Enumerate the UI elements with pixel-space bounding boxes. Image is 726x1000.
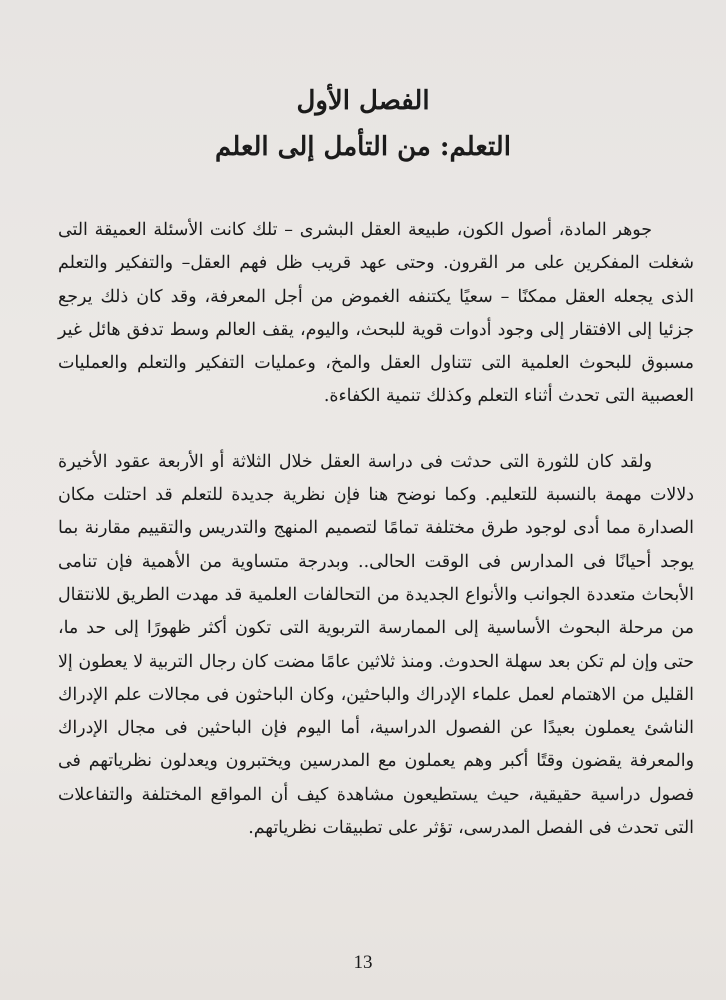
page-number: 13 <box>353 952 373 973</box>
chapter-title: الفصل الأول <box>296 86 430 116</box>
body-text <box>58 214 694 845</box>
paragraph-2: ولقد كان للثورة التى حدثت فى دراسة العقل خلال الثلاثة أو الأربعة عقود الأخيرة دلالات مهمة بالنسبة للتعليم. وكما نوضح هنا فإن نظرية جديدة للتعلم قد احتلت مكان الصدارة مما أدى لوجود طرق مختلفة تمامًا لتصميم المنهج والتدريس والتقييم مقارنة بما يوجد أحيانًا فى المدارس فى الوقت الحالى.. وبدرجة متساوية من الأهمية فإن تنامى الأبحاث متعددة الجوانب والأنواع الجديدة من التحالفات العلمية قد مهدت الطريق للانتقال من مرحلة البحوث الأساسية إلى الممارسة التربوية التى تكون أكثر ظهورًا إلى حد ما، حتى وإن لم تكن بعد سهلة الحدوث. ومنذ ثلاثين عامًا مضت كان رجال التربية لا يعطون إلا القليل من الاهتمام لعمل علماء الإدراك والباحثين، وكان الباحثون فى مجالات علم الإدراك الناشئ يعملون بعيدًا عن الفصول الدراسية، أما اليوم فإن الباحثين فى مجال الإدراك والمعرفة يقضون وقتًا أكبر وهم يعملون مع المدرسين ويختبرون ويعدلون نظرياتهم فى فصول دراسية حقيقية، حيث يستطيعون مشاهدة كيف أن المواقع المختلفة والتفاعلات التى تحدث فى الفصل المدرسى، تؤثر على تطبيقات نظرياتهم. <box>58 451 694 839</box>
paragraph-1: جوهر المادة، أصول الكون، طبيعة العقل البشرى – تلك كانت الأسئلة العميقة التى شغلت المفكرين على مر القرون. وحتى عهد قريب ظل فهم العقل– والتفكير والتعلم الذى يجعله العقل ممكنًا – سعيًا يكتنفه الغموض من أجل المعرفة، وقد كان ذلك يرجع جزئيا إلى الافتقار إلى وجود أدوات قوية للبحث، واليوم، يقف العالم وسط تدفق هائل غير مسبوق للبحوث العلمية التى تتناول العقل والمخ، وعمليات التفكير والتعلم والعمليات العصبية التى تحدث أثناء التعلم وكذلك تنمية الكفاءة. <box>58 220 694 407</box>
chapter-subtitle: التعلم: من التأمل إلى العلم <box>215 132 511 162</box>
